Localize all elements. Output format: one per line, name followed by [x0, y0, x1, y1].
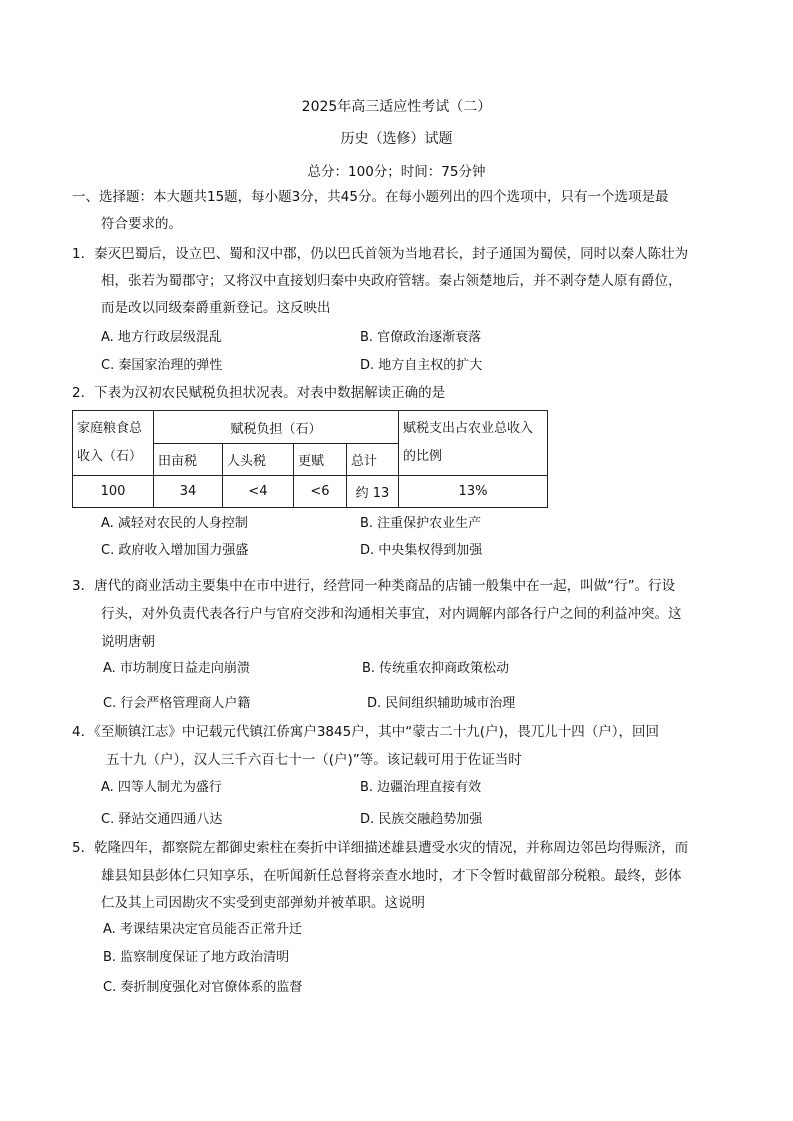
section-heading: 一、选择题：本大题共15题，每小题3分，共45分。在每小题列出的四个选项中，只有一个选项是最	[72, 189, 669, 205]
option-b: B. 边疆治理直接有效	[360, 780, 482, 795]
section-heading-cont: 符合要求的。	[101, 216, 182, 232]
option-c: C. 奏折制度强化对官僚体系的监督	[103, 980, 303, 995]
question-stem: 5．乾隆四年，都察院左都御史索柱在奏折中详细描述雄县遭受水灾的情况，并称周边邻邑均得赈济，而	[72, 840, 689, 856]
table-cell: 34	[154, 476, 223, 508]
option-b: B. 注重保护农业生产	[360, 516, 482, 531]
header-total: 总计	[347, 444, 399, 476]
option-b: B. 传统重农抑商政策松动	[362, 661, 510, 676]
option-d: D. 中央集权得到加强	[360, 543, 483, 558]
table-cell: 约 13	[347, 476, 399, 508]
question-stem: 1．秦灭巴蜀后，设立巴、蜀和汉中郡，仍以巴氏首领为当地君长，封子通国为蜀侯，同时以秦人陈壮为	[72, 246, 689, 262]
table-cell: 100	[73, 476, 154, 508]
question-stem: 4．《至顺镇江志》中记载元代镇江侨寓户3845户，其中“蒙古二十九(户)，畏兀儿十四（户），回回	[72, 724, 659, 740]
option-a: A. 减轻对农民的人身控制	[101, 516, 248, 531]
table-row	[73, 476, 548, 508]
question-stem: 2．下表为汉初农民赋税负担状况表。对表中数据解读正确的是	[72, 385, 446, 401]
option-d: D. 民间组织辅助城市治理	[367, 696, 516, 711]
question-stem: 而是改以同级秦爵重新登记。这反映出	[101, 300, 331, 316]
header-income: 家庭粮食总 收入（石）	[73, 411, 154, 476]
option-c: C. 政府收入增加国力强盛	[101, 543, 249, 558]
question-stem: 雄县知县彭体仁只知享乐，在听闻新任总督将亲查水地时，才下令暂时截留部分税粮。最终，彭体	[101, 868, 682, 884]
table-cell: 13%	[399, 476, 548, 508]
header-labor-tax: 更赋	[294, 444, 347, 476]
header-poll-tax: 人头税	[223, 444, 294, 476]
header-land-tax: 田亩税	[154, 444, 223, 476]
header-burden: 赋税负担（石）	[154, 411, 399, 444]
question-stem: 相，张若为蜀郡守；又将汉中直接划归秦中央政府管辖。秦占领楚地后，并不剥夺楚人原有爵位，	[101, 273, 682, 289]
question-stem: 五十九（户），汉人三千六百七十一（(户)”等。该记载可用于佐证当时	[106, 752, 522, 768]
header-ratio: 赋税支出占农业总收入 的比例	[399, 411, 548, 476]
option-a: A. 四等人制尤为盛行	[101, 780, 222, 795]
question-stem: 仁及其上司因勘灾不实受到吏部弹劾并被革职。这说明	[101, 895, 425, 911]
table-cell: <4	[223, 476, 294, 508]
score-info: 总分：100分；时间：75分钟	[307, 164, 486, 180]
option-a: A. 考课结果决定官员能否正常升迁	[103, 922, 302, 937]
option-d: D. 民族交融趋势加强	[360, 812, 483, 827]
tax-burden-table	[72, 410, 548, 508]
option-a: A. 市坊制度日益走向崩溃	[103, 661, 250, 676]
option-d: D. 地方自主权的扩大	[360, 358, 483, 373]
exam-title: 2025年高三适应性考试（二）	[301, 99, 492, 115]
table-cell: <6	[294, 476, 347, 508]
option-b: B. 官僚政治逐渐衰落	[360, 330, 482, 345]
option-b: B. 监察制度保证了地方政治清明	[103, 950, 290, 965]
question-stem: 说明唐朝	[101, 634, 155, 650]
question-stem: 3．唐代的商业活动主要集中在市中进行，经营同一种类商品的店铺一般集中在一起，叫做“行”。行设	[72, 578, 676, 594]
option-c: C. 行会严格管理商人户籍	[103, 696, 251, 711]
option-a: A. 地方行政层级混乱	[101, 330, 222, 345]
option-c: C. 秦国家治理的弹性	[101, 358, 223, 373]
option-c: C. 驿站交通四通八达	[101, 812, 223, 827]
exam-subtitle: 历史（选修）试题	[340, 131, 453, 147]
question-stem: 行头，对外负责代表各行户与官府交涉和沟通相关事宜，对内调解内部各行户之间的利益冲突。这	[101, 606, 682, 622]
